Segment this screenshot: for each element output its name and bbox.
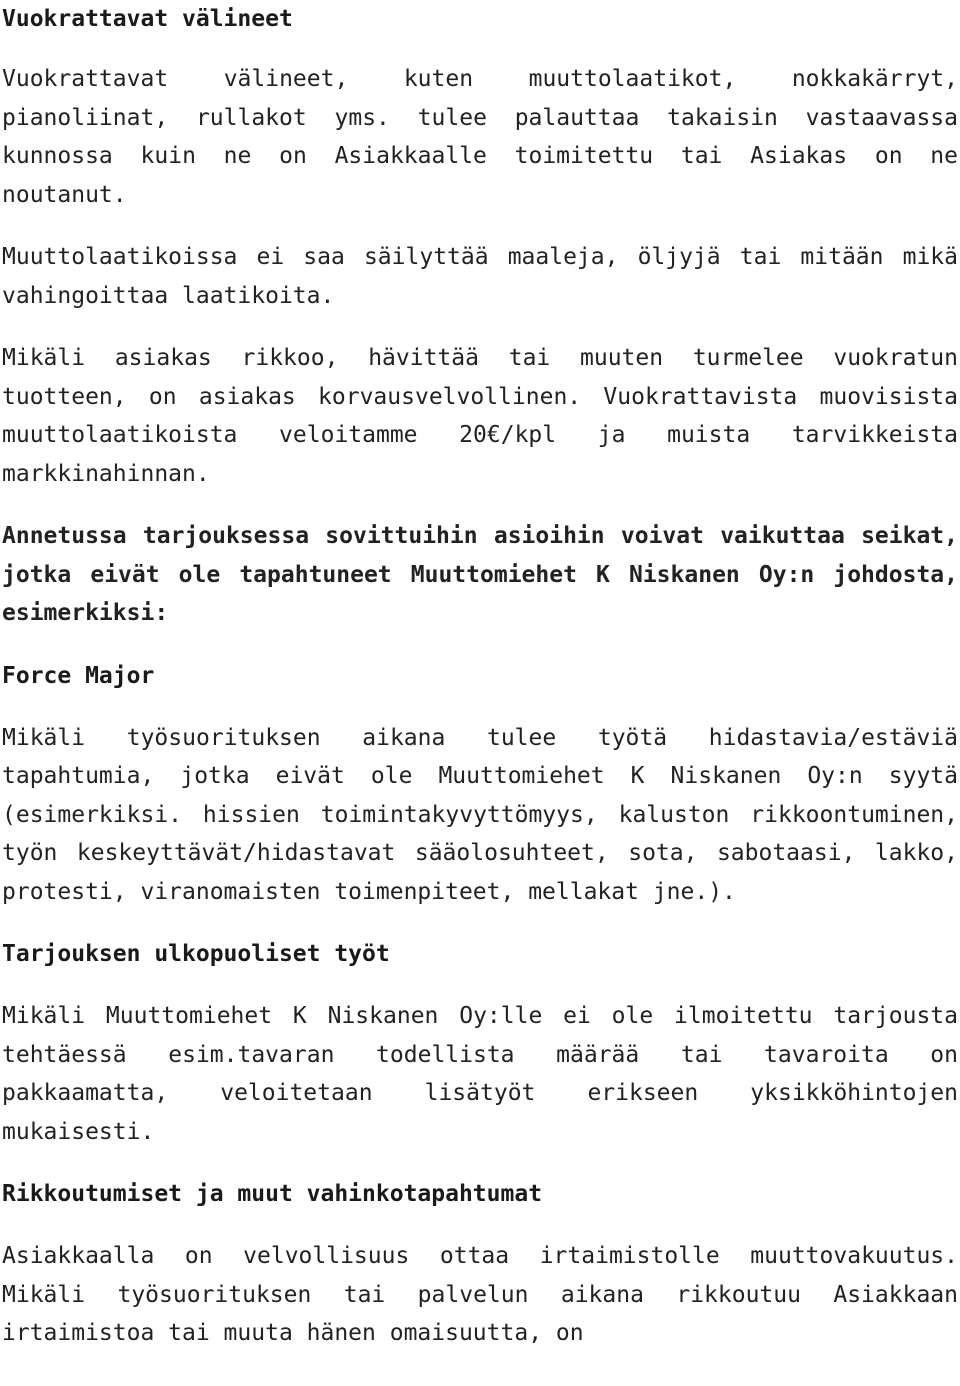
paragraph-damages: Asiakkaalla on velvollisuus ottaa irtaimistolle muuttovakuutus. Mikäli työsuorituksen tai palvelun aikana rikkoutuu Asiakkaan irtaimistoa tai muuta hänen omaisuutta, on: [2, 1243, 958, 1346]
paragraph-offer-factors: Annetussa tarjouksessa sovittuihin asioihin voivat vaikuttaa seikat, jotka eivät ole tapahtuneet Muuttomiehet K Niskanen Oy:n johdosta, esimerkiksi:: [2, 523, 958, 626]
paragraph-extra-work: Mikäli Muuttomiehet K Niskanen Oy:lle ei ole ilmoitettu tarjousta tehtäessä esim.tavaran todellista määrää tai tavaroita on pakkaamatta, veloitetaan lisätyöt erikseen yksikköhintojen mukaisesti.: [2, 1003, 958, 1145]
section-heading-vuokrattavat: Vuokrattavat välineet: [2, 6, 293, 32]
paragraph-rental-return: Vuokrattavat välineet, kuten muuttolaatikot, nokkakärryt, pianoliinat, rullakot yms. tulee palauttaa takaisin vastaavassa kunnossa kuin ne on Asiakkaalle toimitettu tai Asiakas on ne noutanut.: [2, 66, 958, 208]
paragraph-damage-liability: Mikäli asiakas rikkoo, hävittää tai muuten turmelee vuokratun tuotteen, on asiakas korvausvelvollinen. Vuokrattavista muovisista muuttolaatikoista veloitamme 20€/kpl ja muista tarvikkeista markkinahinnan.: [2, 345, 958, 487]
section-heading-damages: Rikkoutumiset ja muut vahinkotapahtumat: [2, 1181, 543, 1207]
section-heading-force-major: Force Major: [2, 662, 155, 689]
paragraph-box-storage: Muuttolaatikoissa ei saa säilyttää maaleja, öljyjä tai mitään mikä vahingoittaa laatikoita.: [2, 244, 958, 309]
paragraph-force-major: Mikäli työsuorituksen aikana tulee työtä hidastavia/estäviä tapahtumia, jotka eivät ole Muuttomiehet K Niskanen Oy:n syytä (esimerkiksi. hissien toimintakyvyttömyys, kaluston rikkoontuminen, työn keskeyttävät/hidastavat sääolosuhteet, sota, sabotaasi, lakko, protesti, viranomaisten toimenpiteet, mellakat jne.).: [2, 724, 958, 905]
section-heading-extra-work: Tarjouksen ulkopuoliset työt: [2, 941, 390, 967]
